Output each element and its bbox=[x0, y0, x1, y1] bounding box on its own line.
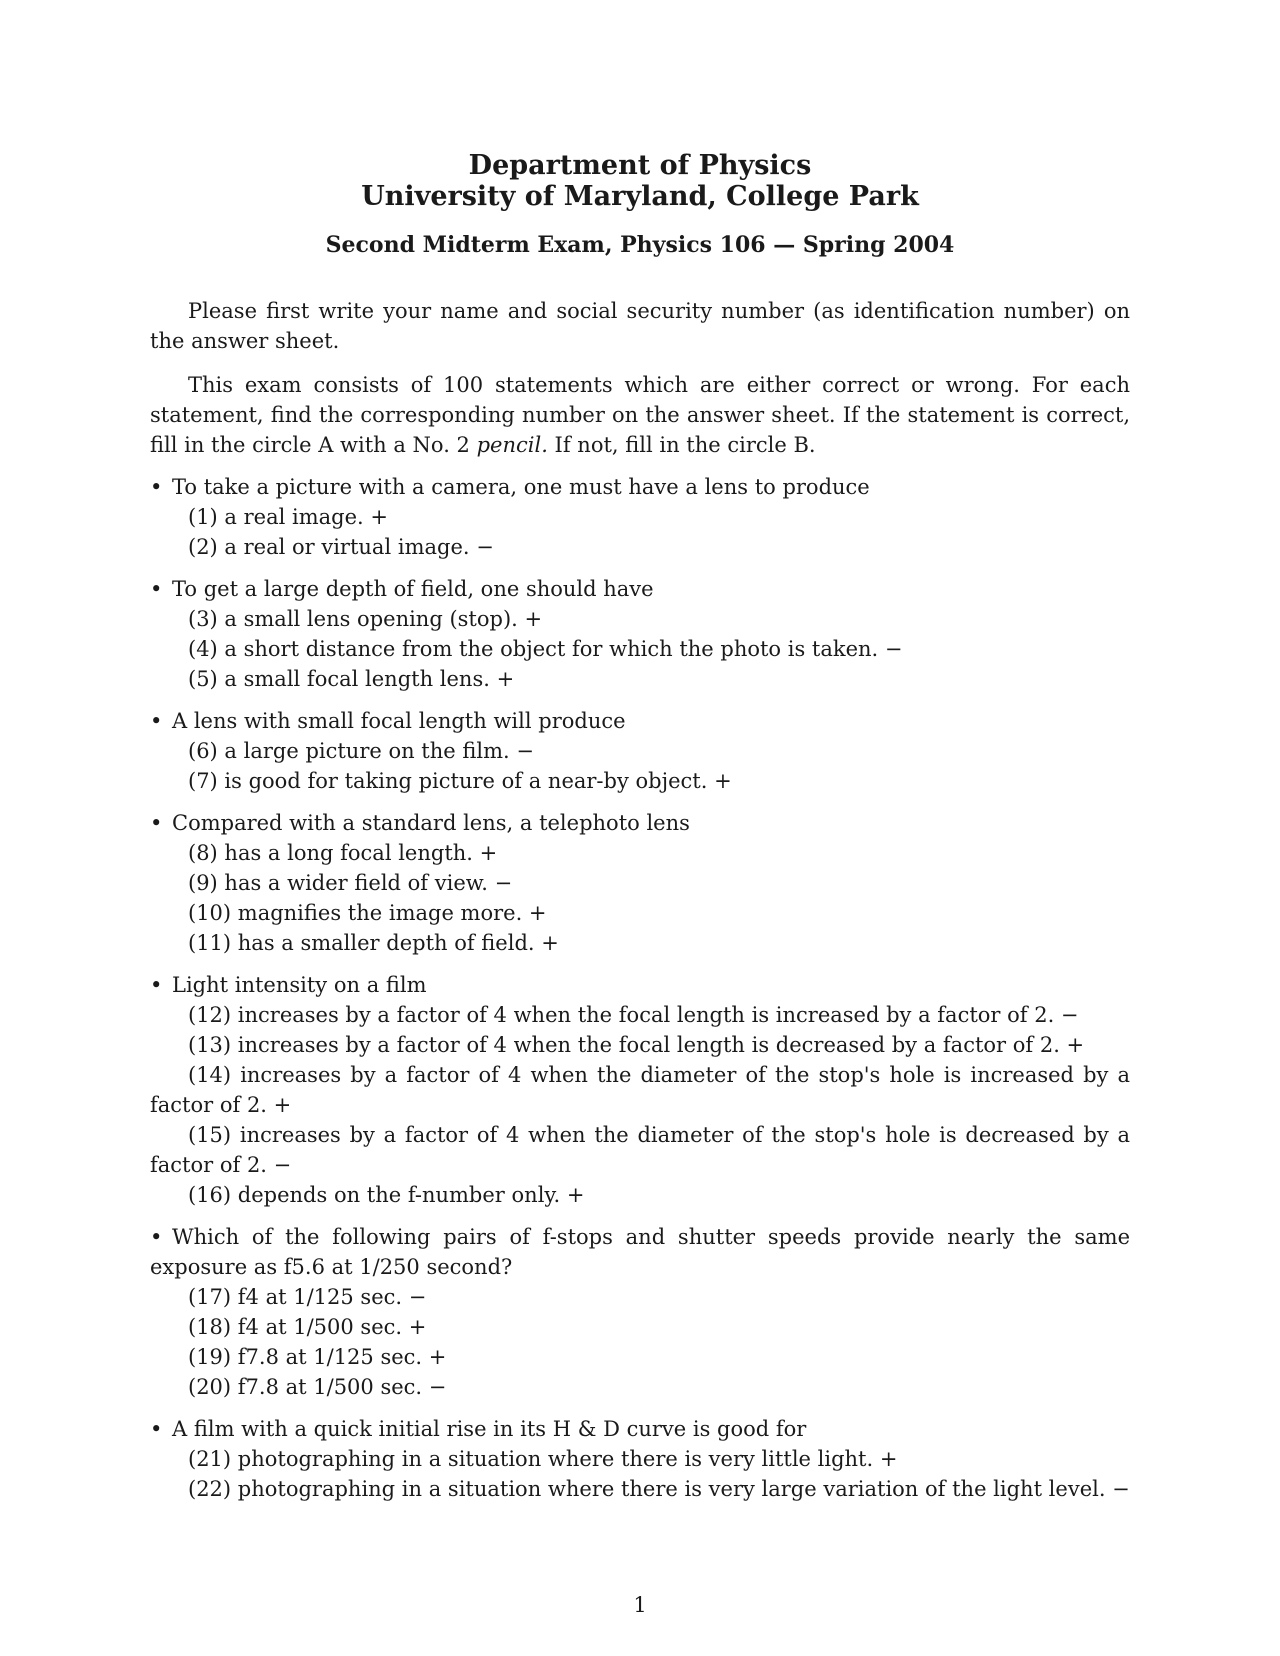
statement-item: (6) a large picture on the film. − bbox=[188, 739, 534, 763]
question-group bbox=[150, 1414, 1130, 1504]
question-stem bbox=[150, 808, 1130, 838]
exam-body bbox=[150, 296, 1130, 1504]
statement-item: (16) depends on the f-number only. + bbox=[188, 1183, 585, 1207]
bullet-icon: • bbox=[150, 577, 163, 601]
statement-item: (18) f4 at 1/500 sec. + bbox=[188, 1315, 427, 1339]
department-title: Department of Physics bbox=[468, 150, 812, 181]
question-stem-text: To get a large depth of field, one should have bbox=[172, 577, 654, 601]
question-list bbox=[150, 472, 1130, 1504]
statement-item: (2) a real or virtual image. − bbox=[188, 535, 494, 559]
bullet-icon: • bbox=[150, 1417, 163, 1441]
statement-item: (20) f7.8 at 1/500 sec. − bbox=[188, 1375, 447, 1399]
bullet-icon: • bbox=[150, 811, 163, 835]
question-stem bbox=[150, 970, 1130, 1000]
exam-header bbox=[150, 150, 1130, 258]
instructions-italic-word: pencil. bbox=[476, 433, 548, 457]
statement-item: (13) increases by a factor of 4 when the focal length is decreased by a factor of 2. + bbox=[188, 1033, 1085, 1057]
statement-item: (5) a small focal length lens. + bbox=[188, 667, 515, 691]
statement-item: (14) increases by a factor of 4 when the diameter of the stop's hole is increased by a factor of 2. + bbox=[150, 1063, 1130, 1117]
statement-item: (7) is good for taking picture of a near-by object. + bbox=[188, 769, 732, 793]
instructions-paragraph-1: Please first write your name and social security number (as identification number) on the answer sheet. bbox=[150, 299, 1130, 353]
question-group bbox=[150, 472, 1130, 562]
exam-page bbox=[150, 150, 1130, 1504]
question-group bbox=[150, 970, 1130, 1210]
statement-item: (22) photographing in a situation where there is very large variation of the light level. − bbox=[188, 1477, 1130, 1501]
question-stem bbox=[150, 706, 1130, 736]
statement-item: (12) increases by a factor of 4 when the focal length is increased by a factor of 2. − bbox=[188, 1003, 1079, 1027]
question-stem bbox=[150, 472, 1130, 502]
statement-item: (1) a real image. + bbox=[188, 505, 388, 529]
statement-item: (21) photographing in a situation where there is very little light. + bbox=[188, 1447, 898, 1471]
instructions-text-after: If not, fill in the circle B. bbox=[547, 433, 816, 457]
instructions-paragraph-2 bbox=[150, 370, 1130, 460]
instructions-text-before: This exam consists of 100 statements which are either correct or wrong. For each statement, find the corresponding number on the answer sheet. If the statement is correct, fill in the circle A with a No. 2 bbox=[150, 373, 1130, 457]
statement-item: (17) f4 at 1/125 sec. − bbox=[188, 1285, 427, 1309]
question-stem bbox=[150, 1222, 1130, 1282]
statement-item: (4) a short distance from the object for which the photo is taken. − bbox=[188, 637, 903, 661]
question-stem-text: Which of the following pairs of f-stops and shutter speeds provide nearly the same exposure as f5.6 at 1/250 second? bbox=[150, 1225, 1130, 1279]
bullet-icon: • bbox=[150, 709, 163, 733]
page-number: 1 bbox=[633, 1593, 647, 1617]
question-group bbox=[150, 808, 1130, 958]
statement-item: (8) has a long focal length. + bbox=[188, 841, 498, 865]
bullet-icon: • bbox=[150, 475, 163, 499]
question-stem bbox=[150, 574, 1130, 604]
question-group bbox=[150, 574, 1130, 694]
question-stem bbox=[150, 1414, 1130, 1444]
question-stem-text: A lens with small focal length will produce bbox=[172, 709, 626, 733]
university-title: University of Maryland, College Park bbox=[361, 181, 919, 212]
statement-item: (19) f7.8 at 1/125 sec. + bbox=[188, 1345, 447, 1369]
statement-item: (3) a small lens opening (stop). + bbox=[188, 607, 543, 631]
statement-item: (10) magnifies the image more. + bbox=[188, 901, 547, 925]
statement-item: (15) increases by a factor of 4 when the diameter of the stop's hole is decreased by a factor of 2. − bbox=[150, 1123, 1130, 1177]
exam-title: Second Midterm Exam, Physics 106 — Spring 2004 bbox=[325, 232, 955, 258]
question-group bbox=[150, 706, 1130, 796]
question-stem-text: To take a picture with a camera, one must have a lens to produce bbox=[172, 475, 870, 499]
question-stem-text: Compared with a standard lens, a telephoto lens bbox=[172, 811, 690, 835]
bullet-icon: • bbox=[150, 1225, 163, 1249]
bullet-icon: • bbox=[150, 973, 163, 997]
statement-item: (9) has a wider field of view. − bbox=[188, 871, 513, 895]
question-stem-text: A film with a quick initial rise in its H & D curve is good for bbox=[172, 1417, 807, 1441]
statement-item: (11) has a smaller depth of field. + bbox=[188, 931, 559, 955]
question-stem-text: Light intensity on a film bbox=[172, 973, 427, 997]
question-group bbox=[150, 1222, 1130, 1402]
